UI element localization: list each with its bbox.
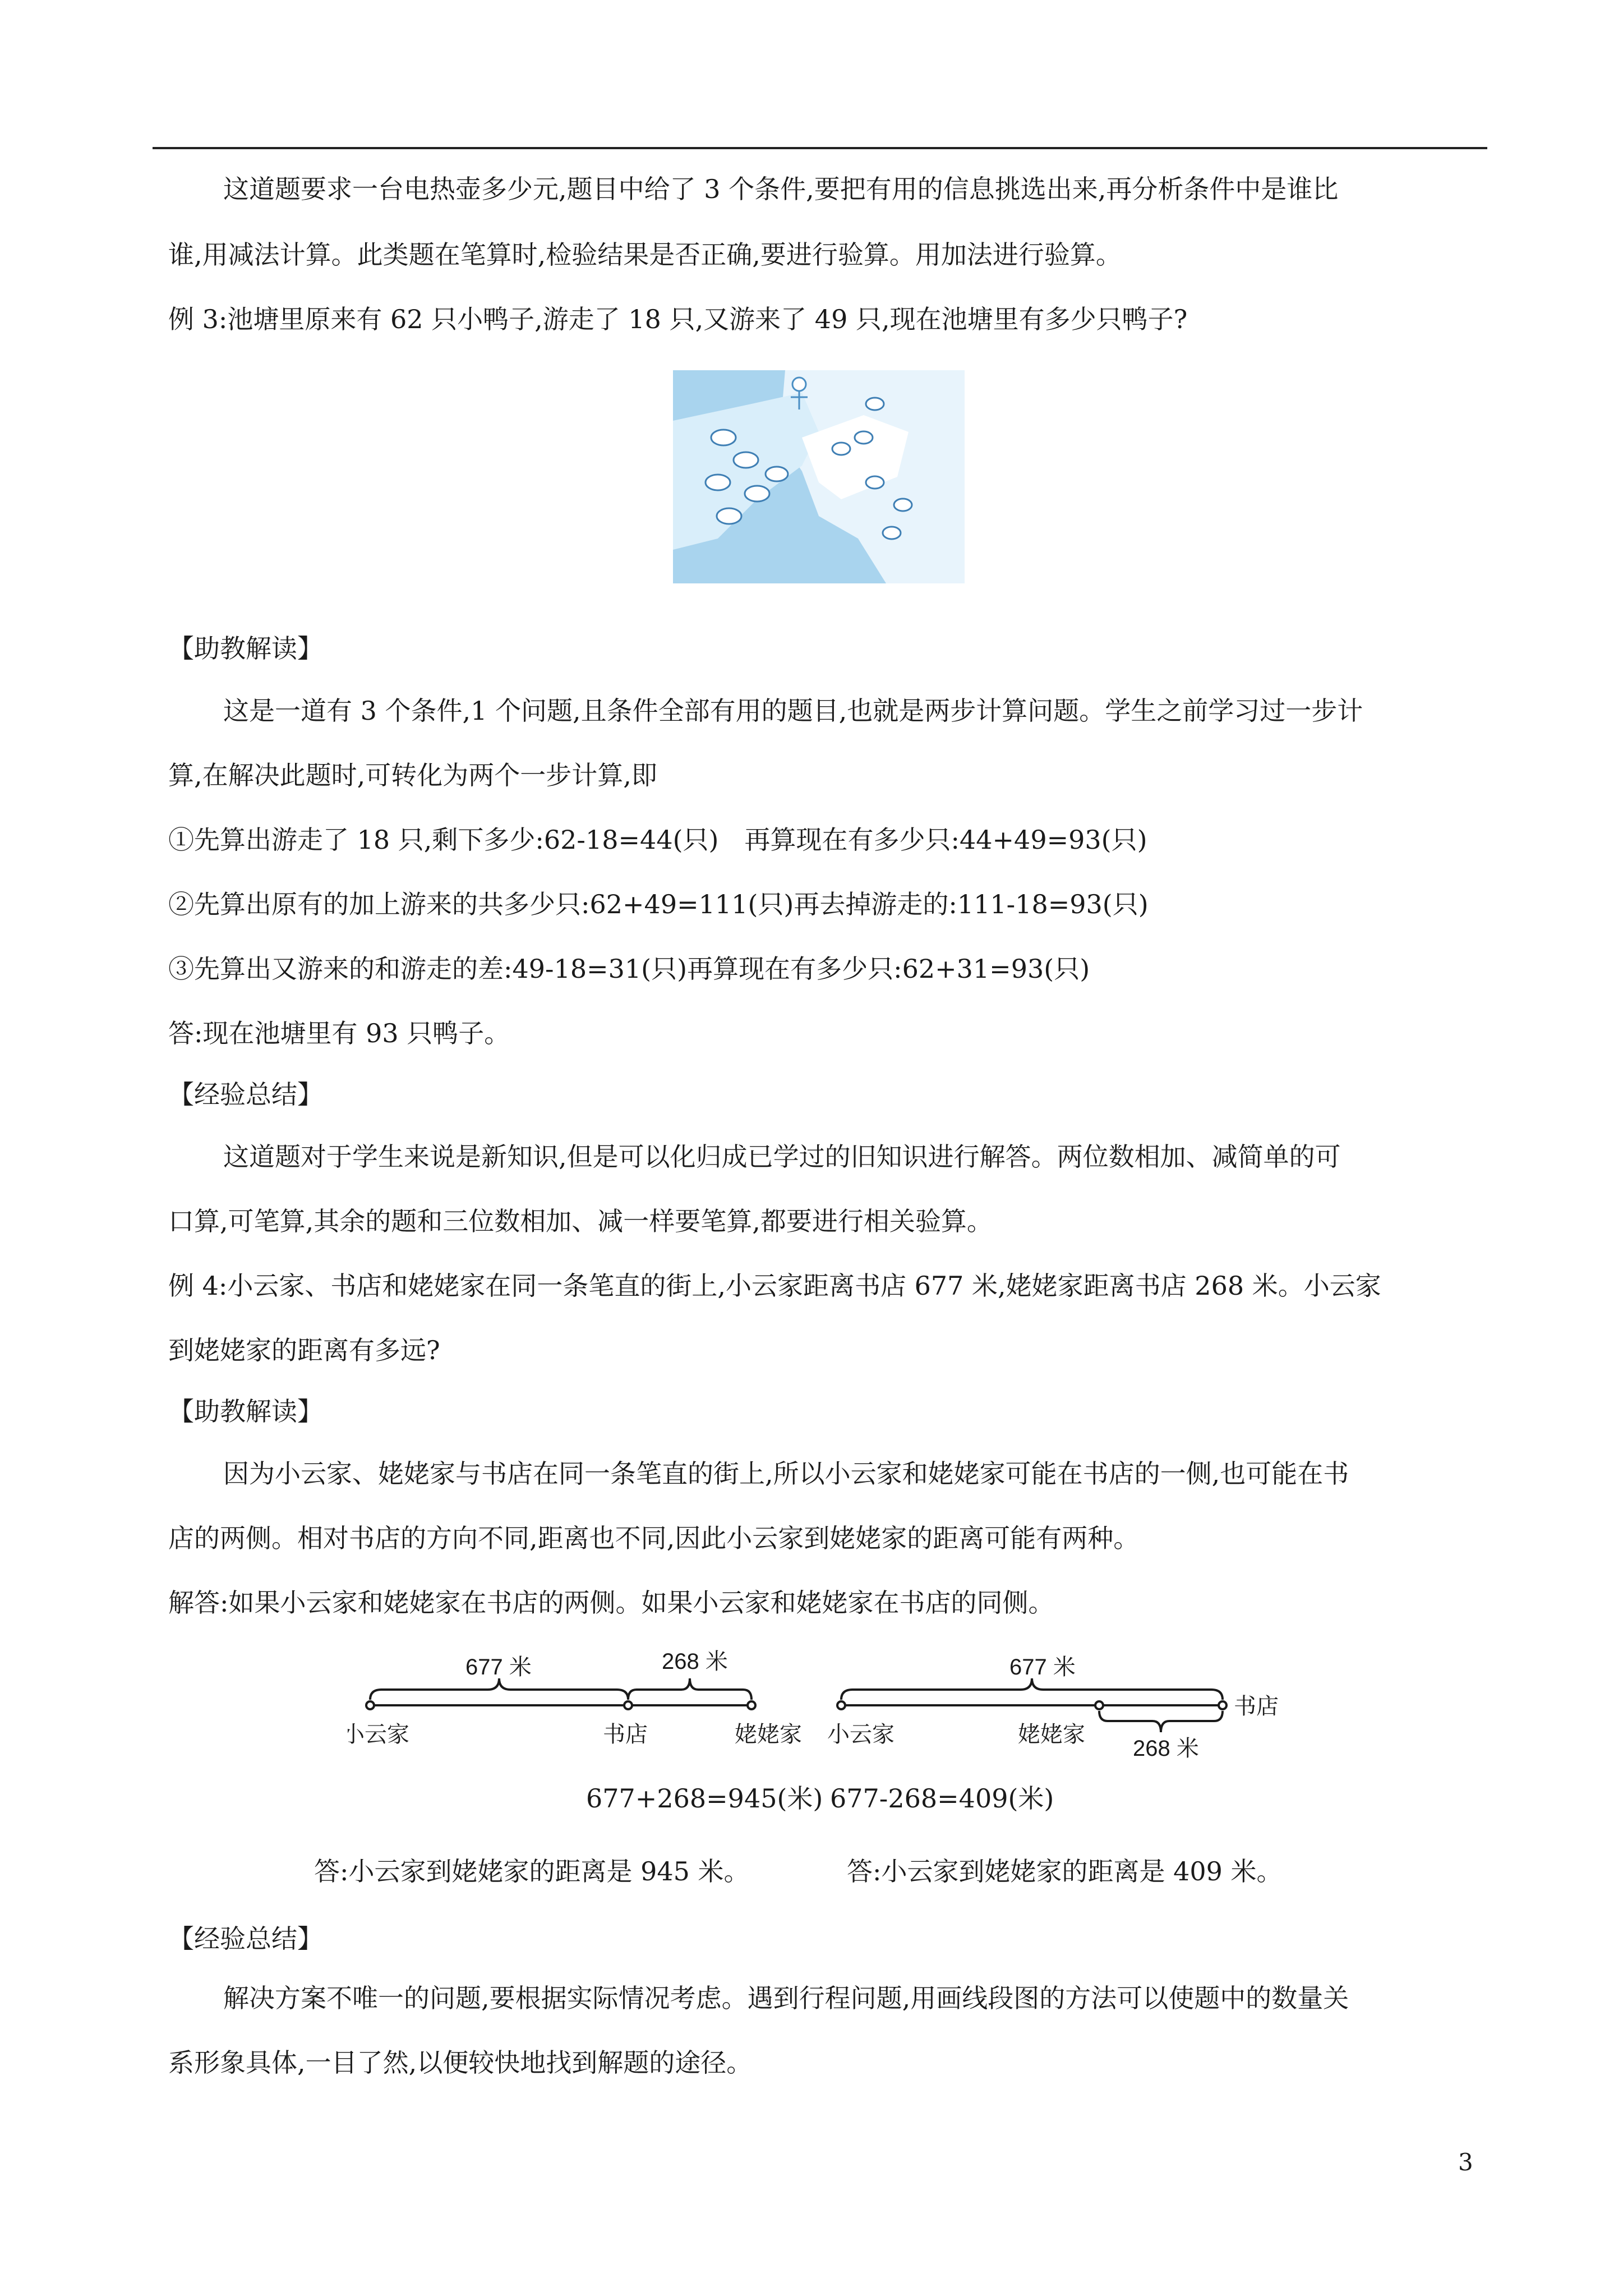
paragraph-line: 口算,可笔算,其余的题和三位数相加、减一样要笔算,都要进行相关验算。: [168, 1206, 993, 1236]
distance-label-268: 268 米: [662, 1649, 728, 1674]
equation-sum: 677+268=945(米): [586, 1783, 823, 1814]
page-number: 3: [1458, 2148, 1473, 2176]
answer-4-difference: 答:小云家到姥姥家的距离是 409 米。: [847, 1856, 1283, 1887]
example-4-question: 例 4:小云家、书店和姥姥家在同一条笔直的街上,小云家距离书店 677 米,姥姥家距离书店 268 米。小云家: [168, 1271, 1381, 1301]
header-rule: [153, 147, 1487, 149]
point-label-bookstore: 书店: [1234, 1694, 1279, 1719]
paragraph-line: 店的两侧。相对书店的方向不同,距离也不同,因此小云家到姥姥家的距离可能有两种。: [168, 1523, 1140, 1553]
distance-label-677: 677 米: [1009, 1655, 1076, 1680]
section-heading-assist: 【助教解读】: [168, 633, 323, 664]
section-heading-experience: 【经验总结】: [168, 1924, 323, 1954]
paragraph-line: 这是一道有 3 个条件,1 个问题,且条件全部有用的题目,也就是两步计算问题。学生之前学习过一步计: [223, 696, 1363, 726]
method-2: ②先算出原有的加上游来的共多少只:62+49=111(只)再去掉游走的:111-18=93(只): [168, 889, 1149, 919]
paragraph-line: 这道题对于学生来说是新知识,但是可以化归成已学过的旧知识进行解答。两位数相加、减简单的可: [223, 1142, 1341, 1172]
section-heading-assist: 【助教解读】: [168, 1396, 323, 1427]
section-heading-experience: 【经验总结】: [168, 1079, 323, 1110]
point-label-grandma: 姥姥家: [735, 1722, 802, 1747]
point-label-xiaoyun: 小云家: [827, 1722, 895, 1747]
paragraph-line: 算,在解决此题时,可转化为两个一步计算,即: [168, 760, 657, 790]
solution-line: 解答:如果小云家和姥姥家在书店的两侧。如果小云家和姥姥家在书店的同侧。: [168, 1588, 1054, 1618]
point-label-bookstore: 书店: [603, 1722, 648, 1747]
paragraph-line: 解决方案不唯一的问题,要根据实际情况考虑。遇到行程问题,用画线段图的方法可以使题中的数量关: [223, 1983, 1349, 2013]
paragraph-line: 这道题要求一台电热壶多少元,题目中给了 3 个条件,要把有用的信息挑选出来,再分析条件中是谁比: [223, 174, 1339, 204]
method-1: ①先算出游走了 18 只,剩下多少:62-18=44(只) 再算现在有多少只:44+49=93(只): [168, 825, 1147, 855]
method-3: ③先算出又游来的和游走的差:49-18=31(只)再算现在有多少只:62+31=93(只): [168, 954, 1090, 984]
line-segment-diagram: [348, 1649, 1301, 1761]
paragraph-line: 谁,用减法计算。此类题在笔算时,检验结果是否正确,要进行验算。用加法进行验算。: [168, 240, 1122, 270]
ducks-pond-illustration: [673, 370, 965, 583]
point-label-xiaoyun: 小云家: [348, 1722, 409, 1747]
paragraph-line: 系形象具体,一目了然,以便较快地找到解题的途径。: [168, 2047, 753, 2078]
paragraph-line: 因为小云家、姥姥家与书店在同一条笔直的街上,所以小云家和姥姥家可能在书店的一侧,也可能在书: [223, 1458, 1349, 1489]
answer-3: 答:现在池塘里有 93 只鸭子。: [168, 1018, 510, 1048]
answer-4-sum: 答:小云家到姥姥家的距离是 945 米。: [314, 1856, 750, 1887]
point-label-grandma: 姥姥家: [1018, 1722, 1085, 1747]
distance-label-677: 677 米: [465, 1655, 532, 1680]
equation-difference: 677-268=409(米): [830, 1783, 1054, 1814]
distance-label-268: 268 米: [1133, 1736, 1199, 1761]
example-4-question: 到姥姥家的距离有多远?: [168, 1335, 440, 1365]
example-3-question: 例 3:池塘里原来有 62 只小鸭子,游走了 18 只,又游来了 49 只,现在池塘里有多少只鸭子?: [168, 304, 1188, 334]
